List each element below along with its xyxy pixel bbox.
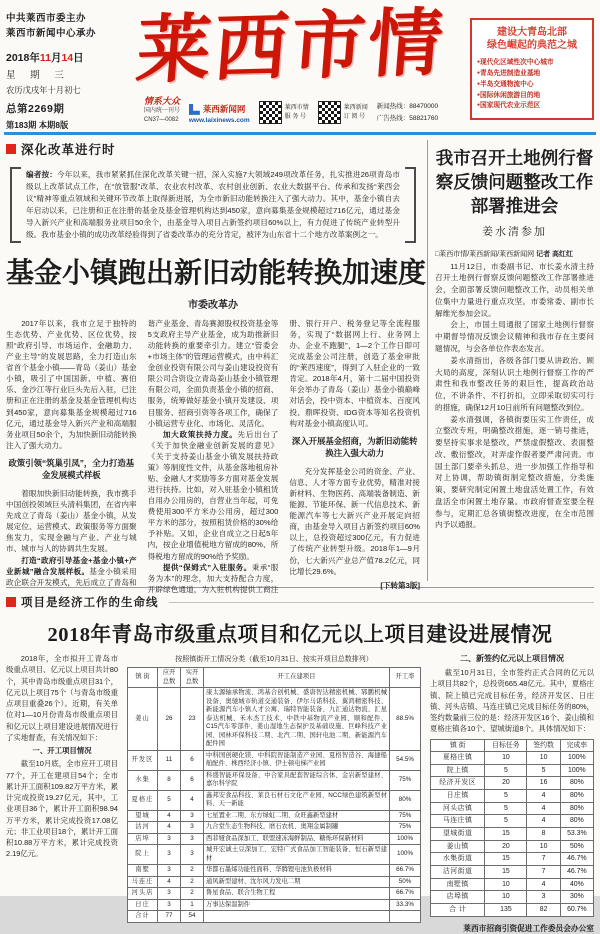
table-header-cell: 应开总数 [158,668,181,688]
table-cell: 3 [158,865,181,877]
section-tag-reform [6,140,420,158]
side-byline [435,249,594,260]
table-cell: 10 [527,840,560,853]
table-row [128,899,421,911]
table-cell: 7 [527,866,560,879]
text-fragment: 2018年 [6,52,40,65]
table-cell: 5 [158,790,181,810]
table-cell: 20 [485,840,527,853]
weekday: 星 期 三 [6,70,70,82]
table-cell: 九合堂生态生物科技、磨石农机、奥翔金属制罐 [204,822,390,834]
table-cell: 80% [560,815,593,828]
news-site-url: www.laixinews.com [188,117,250,125]
side-article [428,140,594,581]
table-row [431,815,594,828]
table-cell: 15 [485,828,527,841]
slogan-seal [144,94,180,124]
table-cell: 5 [485,764,527,777]
table-cell: 3 [181,833,204,845]
cn-number-value: CN37—0082 [143,116,179,123]
table-row [128,790,421,810]
list-item: 会上，市国土局通报了国家土地例行督察中期督导情况反馈会议精神和我市存在主要问题情况，与会各单位作表态发言。 [435,320,594,353]
table-cell: 科盛智能环保设备、中合家具配套智能综合体、金岩新型建材、嘉尔科学院 [204,770,390,790]
table-row [431,840,594,853]
table-cell: 3 [181,822,204,834]
table-cell: 6 [181,750,204,770]
table-cell: 15 [485,866,527,879]
qr-subscribe-label-line2: 订 阅 号 [343,113,366,120]
table-row [431,777,594,790]
table-cell: 80% [560,802,593,815]
table-row [431,866,594,879]
paragraph: 充分发挥基金公司的资金、产业、信息、人才等方面专业优势，精准对接新材料、生物医药、高端装备制造、新能源、节能环保、新一代信息技术、新能源汽车等七大新兴产业开展定向招商，由基金导入项目占新签约项目60%以上，总投资超过300亿元，有力促进了传统产业转型升级。2018年1—9月份，七大新兴产业总产值78.2亿元，同比增长29.6%。 [289,466,420,576]
news-hotline: 新闻热线：88470000 [376,103,439,110]
qr-subscribe-label [344,104,368,122]
paragraph: 加大政策扶持力度。先后出台了《关于加快金融业创新发展的意见》《关于支持姜山基金小镇发展扶持政策》等制度性文件，从基金落地租房补贴、金融人才奖励等多方面对基金发展进行扶持。比如，对入驻基金小镇租赁自用办公用房的，自营业当年起，可免费使用300平方米办公用房，超过300平方米的部分，按照租赁价格的30%给予补贴。又如，企业自成立之日起5年内，按企业增值税地方留成的80%、所得税地方留成的90%给予奖励。 [147,429,279,561]
news-site-logo-icon [189,104,200,115]
list-item: ● 国际休闲旅游目的地 [477,91,587,102]
table-cell: 135 [485,904,527,917]
table-signature: 莱西市招商引资促进工作委员会办公室 [463,923,594,933]
list-item: 11月12日，市委副书记、市长姜水清主持召开土地例行督察反馈问题整改工作部署推进会，全面部署反馈问题整改工作，动员相关单位集中力量进行重点攻坚。市委常委、副市长解维光参加会议。 [435,261,594,318]
qr-service-label [285,104,309,122]
editor-note-lead: 编者按： [26,170,57,179]
list-item: 姜水清指出，各级各部门要从讲政治、顾大局的高度，深刻认识土地例行督察工作的严肃性和我市整改任务的艰巨性，提高政治站位，不讲条件、不打折扣，立即采取切实可行的措施，确保12月10日前所有问题整改到位。 [435,355,594,412]
text-fragment: 月 [50,52,62,65]
paragraph-lead: 打造“政府引导基金+基金小镇+产业新城”融合发展样板。 [6,555,137,576]
table-cell: 水集街道 [431,853,485,866]
table-cell: 54.5% [390,750,421,770]
table-cell: 合计 [128,911,158,923]
table-header-row [128,668,421,688]
masthead-center [112,2,470,130]
paragraph: 截至10月底，全市应开工项目77个，开工在建项目54个；全市累计开工面积109.82万平方米，累计完成投资19.27亿元，其中，工业项目36个，累计开工面积98.94万平方米，累计完成投资17.08亿元；非工业项目18个，累计开工面积10.88万平方米，累计完成投资2.19亿元。 [6,759,118,859]
cn-number-label: 国内统一刊号 [143,108,180,114]
paragraph: 提供“保姆式”入驻服务。秉承“服务为本”的理念，加大支持配合力度，开辟绿色通道，为入驻机构提供工商注册、银行开户、税务登记等全流程服务，实现了“数据网上行、业务网上办、企业不跑腿”，1—2个工作日即可完成基金公司注册，创造了基金审批的“莱西速度”，得到了入驻企业的一致肯定。2018年4月，第十二届中国投资年会举办了青岛（姜山）基金小镇巅峰对话会，投中资本、中植资本、百度风投、鼎晖投资、IDG资本等知名投资机构对基金小镇高度认可。 [147,318,420,594]
masthead-underline-row [144,94,438,124]
subheading: 深入开展基金招商，为新旧动能转换注入强大动力 [291,435,418,459]
table-header-cell: 目标任务 [485,739,527,752]
table-row [431,802,594,815]
paragraph: [下转第3版] [380,580,420,590]
table-cell: 10 [485,878,527,891]
table-cell: 100% [390,845,421,865]
side-subtitle: 姜水清参加 [482,226,547,239]
lead-article-body [6,318,420,636]
table-cell [204,911,390,923]
qr-service-label-line1: 莱西市情 [284,104,309,111]
table-cell: 七星置业二期、东方绿虹二期、众旺鑫新型建材 [204,810,390,822]
table-cell: 鑫邦安食品科技、莱良石材石文化产业园、NCC绿色建筑新型材料、天一新能 [204,790,390,810]
table-cell: 4 [158,810,181,822]
table-row [128,770,421,790]
table-cell: 8 [527,828,560,841]
table-cell: 店埠 [128,833,158,845]
table-row [128,822,421,834]
masthead [0,0,600,130]
table-row [431,891,594,904]
bottom-right-column [430,653,594,934]
qr-subscribe-label-line1: 莱西新闻 [343,104,368,111]
table-cell: 75% [390,810,421,822]
table-cell: 4 [181,790,204,810]
bottom-headline: 2018年青岛市级重点项目和亿元以上项目建设进展情况 [47,624,553,646]
slogan-calligraphy: 情系大众 [143,96,180,106]
table-cell: 夏格庄镇 [431,752,485,765]
table-row [128,750,421,770]
table-cell: 3 [181,810,204,822]
table-cell: 66.7% [390,888,421,900]
table-cell: 沽河街道 [431,866,485,879]
table-cell: 姜山 [128,688,158,751]
issue-current: 第183期 本期8版 [6,120,69,131]
paragraph: 2018年，全市拟开工青岛市级重点项目、亿元以上项目共计80个，其中青岛市级重点项目31个，亿元以上项目75个（与青岛市级重点项目重叠26个）。近期，有关单位对1—10月份青岛市级重点项目和亿元以上项目建设进展情况进行了实地督查，有关情况如下： [6,654,118,742]
signed-projects-title: 二、新签约亿元以上项目情况 [460,654,564,663]
masthead-info-block [6,6,112,130]
list-item: ● 现代化区域性次中心城市 [477,58,587,69]
table-row [431,853,594,866]
table-row [128,865,421,877]
table-cell: 33.3% [390,899,421,911]
table-cell: 康太源轴承物流、鸿基合创机械、盛唐智达精密机械、郓鹏机械设备、奥驰城市轨道交通装备、伊尔马诺科技、翼鸿精密科技、新能源汽车小镇人才公寓、瑞特智能装备、九汇通达物流、汇星泰达机械、禾木杰工技术、中铁中基物流产业园、顺和配件、C15汽车零部件、姜山湿地生态保护及基础设施、巨峰科技产业园、园林环保科技二期、北汽二期、国轩电池二期、新能源汽车配件园 [204,688,390,751]
table-row [128,845,421,865]
table-cell: 8 [158,770,181,790]
table-cell: 88.5% [390,688,421,751]
table-cell: 姜山镇 [431,840,485,853]
table-cell: 4 [527,815,560,828]
table-row [128,876,421,888]
table-cell: 1 [181,899,204,911]
lunar-date: 农历戊戌年十月初七 [6,85,81,96]
qr-code-subscribe-icon [318,101,341,124]
table-cell: 10 [485,891,527,904]
lead-byline: 市委改革办 [188,299,238,311]
table-cell: 4 [527,802,560,815]
promo-title-line2: 绿色崛起的典范之城 [487,40,577,51]
table-cell: 75% [390,822,421,834]
subheading: 政策引领“筑巢引凤”，全力打造基金发展模式样板 [8,457,135,481]
table-cell: 2 [181,865,204,877]
table-cell: 77 [158,911,181,923]
table-row [128,810,421,822]
table-cell: 水集 [128,770,158,790]
table-cell: 南墅镇 [431,878,485,891]
table-cell: 4 [158,876,181,888]
table-row [431,764,594,777]
table-row [431,878,594,891]
table-row [128,888,421,900]
qr-service-block [259,101,309,124]
list-item: ● 国家现代农业示范区 [477,101,587,112]
section-tag-reform-label: 深化改革进行时 [21,143,116,157]
side-byline-source: □莱西市情/莱西新闻/莱西新闻网 [435,251,535,259]
table-cell: 鲁星食品、联合生物工程 [204,888,390,900]
table-cell: 5 [485,815,527,828]
red-square-icon [6,597,16,607]
table-row [128,911,421,923]
table-cell: 4 [527,878,560,891]
table-header-cell: 签约数 [527,739,560,752]
side-headline: 我市召开土地例行督察反馈问题整改工作部署推进会 [435,148,594,217]
table-cell: 75% [390,770,421,790]
signed-projects-paragraph: 截至10月31日，全市签约正式合同的亿元以上项目共82个，总投资665.48亿元。其中，夏格庄镇、院上镇已完成目标任务，经济开发区、日庄镇、河头店镇、马连庄镇已完成目标任务的80%，签约数量前三位的是：经济开发区16个、姜山镇和夏格庄镇各10个、望城街道8个。具体情况如下： [430,668,594,734]
main-section [0,135,600,594]
qr-service-label-line2: 服 务 号 [284,113,307,120]
table-cell: 50% [390,876,421,888]
table-cell: 3 [158,899,181,911]
bottom-middle-column [127,653,421,923]
table-cell: 23 [181,688,204,751]
table-cell: 2 [181,888,204,900]
promo-title-line1: 建设大青岛北部 [497,27,567,38]
table-cell: 82 [527,904,560,917]
table-cell: 马连庄镇 [431,815,485,828]
table-header-cell: 镇 街 [431,739,485,752]
table-cell: 西菲娅食品深加工、联盟速冻海鲜制品、糖烁环保新材料 [204,833,390,845]
table-cell: 15 [485,853,527,866]
table-cell: 26 [158,688,181,751]
ad-hotline: 广告热线：58821760 [376,114,439,122]
table-cell: 6 [181,770,204,790]
table-cell: 通风新型建材、沈尔风力发电二期 [204,876,390,888]
list-item: ● 半岛交通物流中心 [477,80,587,91]
list-item: ● 青岛先进制造业基地 [477,69,587,80]
side-article-body [435,261,594,532]
table-cell: 南墅 [128,865,158,877]
table-cell: 中科国创硬化镁、中科院智能制造产业园、夏格智造谷、海捷船舶配件、株西经济小镇、伊士顿电梯产业园 [204,750,390,770]
table-row [128,688,421,751]
paragraph: 2017年以来，我市立足于独特的生态优势、产业优势、区位优势，按照“政府引导、市场运作、金融助力、产业主导”的发展思路，全力打造山东省首个基金小镇——青岛（姜山）基金小镇，吸引了中国国新、中植、赛伯乐、金沙江等行业巨头先后入驻，已注册和正在注册的基金及基金管理机构达到450家，意向募集基金规模超过716亿元，通过基金导入新兴产业和高端服务业项目50余个，为加快新旧动能转换注入了强大动力。 [6,318,137,450]
table-row [431,752,594,765]
table-cell: 100% [390,833,421,845]
subheading: 一、开工项目情况 [32,746,92,755]
table-row [431,904,594,917]
table-cell [390,911,421,923]
lead-headline: 基金小镇跑出新旧动能转换加速度 [6,256,427,288]
organizer-line-2: 莱西市新闻中心承办 [6,27,97,39]
table-cell: 60.7% [560,904,593,917]
table-cell: 5 [527,764,560,777]
table-cell: 30% [560,891,593,904]
table-cell: 院上镇 [431,764,485,777]
publication-date [6,50,112,65]
table-header-cell: 开工率 [390,668,421,688]
table-cell: 10 [527,752,560,765]
side-byline-reporter: 记者 高红红 [536,251,574,259]
table-cell: 河头店 [128,888,158,900]
qr-code-service-icon [259,101,282,124]
table-cell: 夏格庄 [128,790,158,810]
promo-box [470,18,594,120]
table-cell: 3 [158,888,181,900]
table-cell: 合 计 [431,904,485,917]
table-header-cell: 实开总数 [181,668,204,688]
table-cell: 66.7% [390,865,421,877]
table-cell: 80% [560,777,593,790]
table-cell: 80% [560,790,593,803]
table-cell: 54 [181,911,204,923]
table-cell: 马连庄 [128,876,158,888]
table-cell: 10 [485,752,527,765]
table-cell: 50% [560,840,593,853]
bottom-section [0,592,600,934]
table-cell: 3 [181,845,204,865]
table-cell: 5 [485,802,527,815]
table-cell: 3 [158,845,181,865]
news-site-block [189,103,250,124]
editor-note-text: 今年以来，我市紧紧抓住深化改革关键一招，深入实施7大领域249项改革任务，扎实推进26项青岛市级以上改革试点工作，在“放管服”改革、农业农村改革、农村创业创新、农业大数据平台、传承和发扬“莱西会议”精神等重点领域和关键环节改革上取得新进展，为全市新旧动能转换注入了强大动力。其中，基金小镇自去年启动以来，已注册和正在注册的基金及基金管理机构达到450家，意向募集基金规模超过716亿元，通过基金导入新兴产业和高端服务业项目50余个，由基金导入项目占新签约项目60%以上，有力促进了传统产业转型升级。我市基金小镇的成功改革经验得到了省委改革办的充分肯定，被评为山东省十二个地方改革案例之一。 [26,170,400,239]
table-header-cell: 开工在建项目 [204,668,390,688]
table-cell: 80% [390,790,421,810]
qr-subscribe-block [318,101,368,124]
list-item: 姜水清强调，各镇街要压实工作责任，成立整改专班，明确整改措施，逐一销号推进，要坚持实事求是整改，严禁虚假整改、表面整改、敷衍整改，对弄虚作假者要严肃问责。市国土部门要牵头抓总，进一步加强工作指导和对上协调，帮助镇街制定整改措施，分类施策，要研究制定闲置土地盘活处置工作，有效盘活全市闲置土地存量。市政府督查室要全程参与，定期汇总各镇街整改进度，在全市范围内予以通报。 [435,414,594,530]
table-cell: 11 [158,750,181,770]
table-cell: 日庄镇 [431,790,485,803]
masthead-right [470,6,594,130]
section-tag-projects-label: 项目是经济工作的生命线 [21,597,159,609]
red-square-icon [6,144,16,154]
table-cell: 城开宏诚土豆深加工、宏特广式食品加工智能装备、恒石新型建材 [204,845,390,865]
table-cell: 2 [181,876,204,888]
table-cell: 46.7% [560,866,593,879]
table-row [431,790,594,803]
paragraph-lead: 加大政策扶持力度。 [162,429,238,439]
table-cell: 日庄 [128,899,158,911]
table-header-row [431,739,594,752]
table-cell: 望城街道 [431,828,485,841]
table-cell: 万事达保温制件 [204,899,390,911]
issue-total: 总第2269期 [6,103,65,116]
table-cell: 46.7% [560,853,593,866]
table-cell: 华都石墨烯功能性面料、华腾锂电池负极材料 [204,865,390,877]
table-cell: 3 [527,891,560,904]
table-cell: 53.3% [560,828,593,841]
signed-projects-table [430,739,594,917]
news-site-name: 莱西新闻网 [202,104,246,115]
openings-table [127,667,421,923]
table-cell: 16 [527,777,560,790]
promo-bullet-list [477,58,587,112]
organizer-line-1: 中共莱西市委主办 [6,13,87,24]
table-cell: 100% [560,764,593,777]
table-cell: 4 [527,790,560,803]
table-header-cell: 镇 街 [128,668,158,688]
table-cell: 5 [485,790,527,803]
table-header-cell: 完成率 [560,739,593,752]
table-row [431,828,594,841]
table-cell: 沽河 [128,822,158,834]
table-cell: 开发区 [128,750,158,770]
paragraph: 打造“政府引导基金+基金小镇+产业新城”融合发展样板。基金小镇采用政企联合开发模式，先后成立了青岛和谐产业基金、青岛赛源股权投资基金等5支政府主导产业基金，成为助推新旧动能转换的重要牵引力。建立“管委会+市场主体”的管理运营模式，由中科汇金创业投资有限公司与姜山建设投资有限公司合资设立青岛姜山基金小镇管理有限公司，全面负责基金小镇的招商、服务，统筹做好基金小镇开发建设、项目服务、招商引资等各项工作，确保了小镇运营专业化、市场化、灵活化。 [6,318,279,587]
paragraph: 着眼加快新旧动能转换，我市携手中国创投领域巨头清科集团，在省内率先成立了青岛（姜山）基金小镇，从发展定位、运营模式、政策服务等方面聚焦发力，实现金融与产业、产业与城市、城市与人的协调共生发展。 [6,489,137,554]
paragraph-lead: 提供“保姆式”入驻服务。 [162,562,252,572]
table-cell: 经济开发区 [431,777,485,790]
table-cell: 20 [485,777,527,790]
lead-article [6,140,428,594]
table-cell: 40% [560,878,593,891]
bottom-left-column [6,653,118,860]
bottom-columns [6,653,594,934]
table-cell: 100% [560,752,593,765]
table-row [128,833,421,845]
editor-note [8,165,418,245]
hotlines-block [377,101,438,124]
newspaper-title: 莱西市情 [133,2,449,94]
table-cell: 河头店镇 [431,802,485,815]
text-fragment: 14 [61,52,74,65]
table-cell: 3 [158,833,181,845]
table-cell: 望城 [128,810,158,822]
table-cell: 店埠镇 [431,891,485,904]
text-fragment: 11 [39,52,51,65]
table-cell: 4 [158,822,181,834]
table-cell: 院上 [128,845,158,865]
openings-table-caption: 按照镇街开工情况分类（截至10月31日、按实开项目总数排列） [175,656,373,663]
text-fragment: 日 [73,52,84,65]
table-cell: 7 [527,853,560,866]
